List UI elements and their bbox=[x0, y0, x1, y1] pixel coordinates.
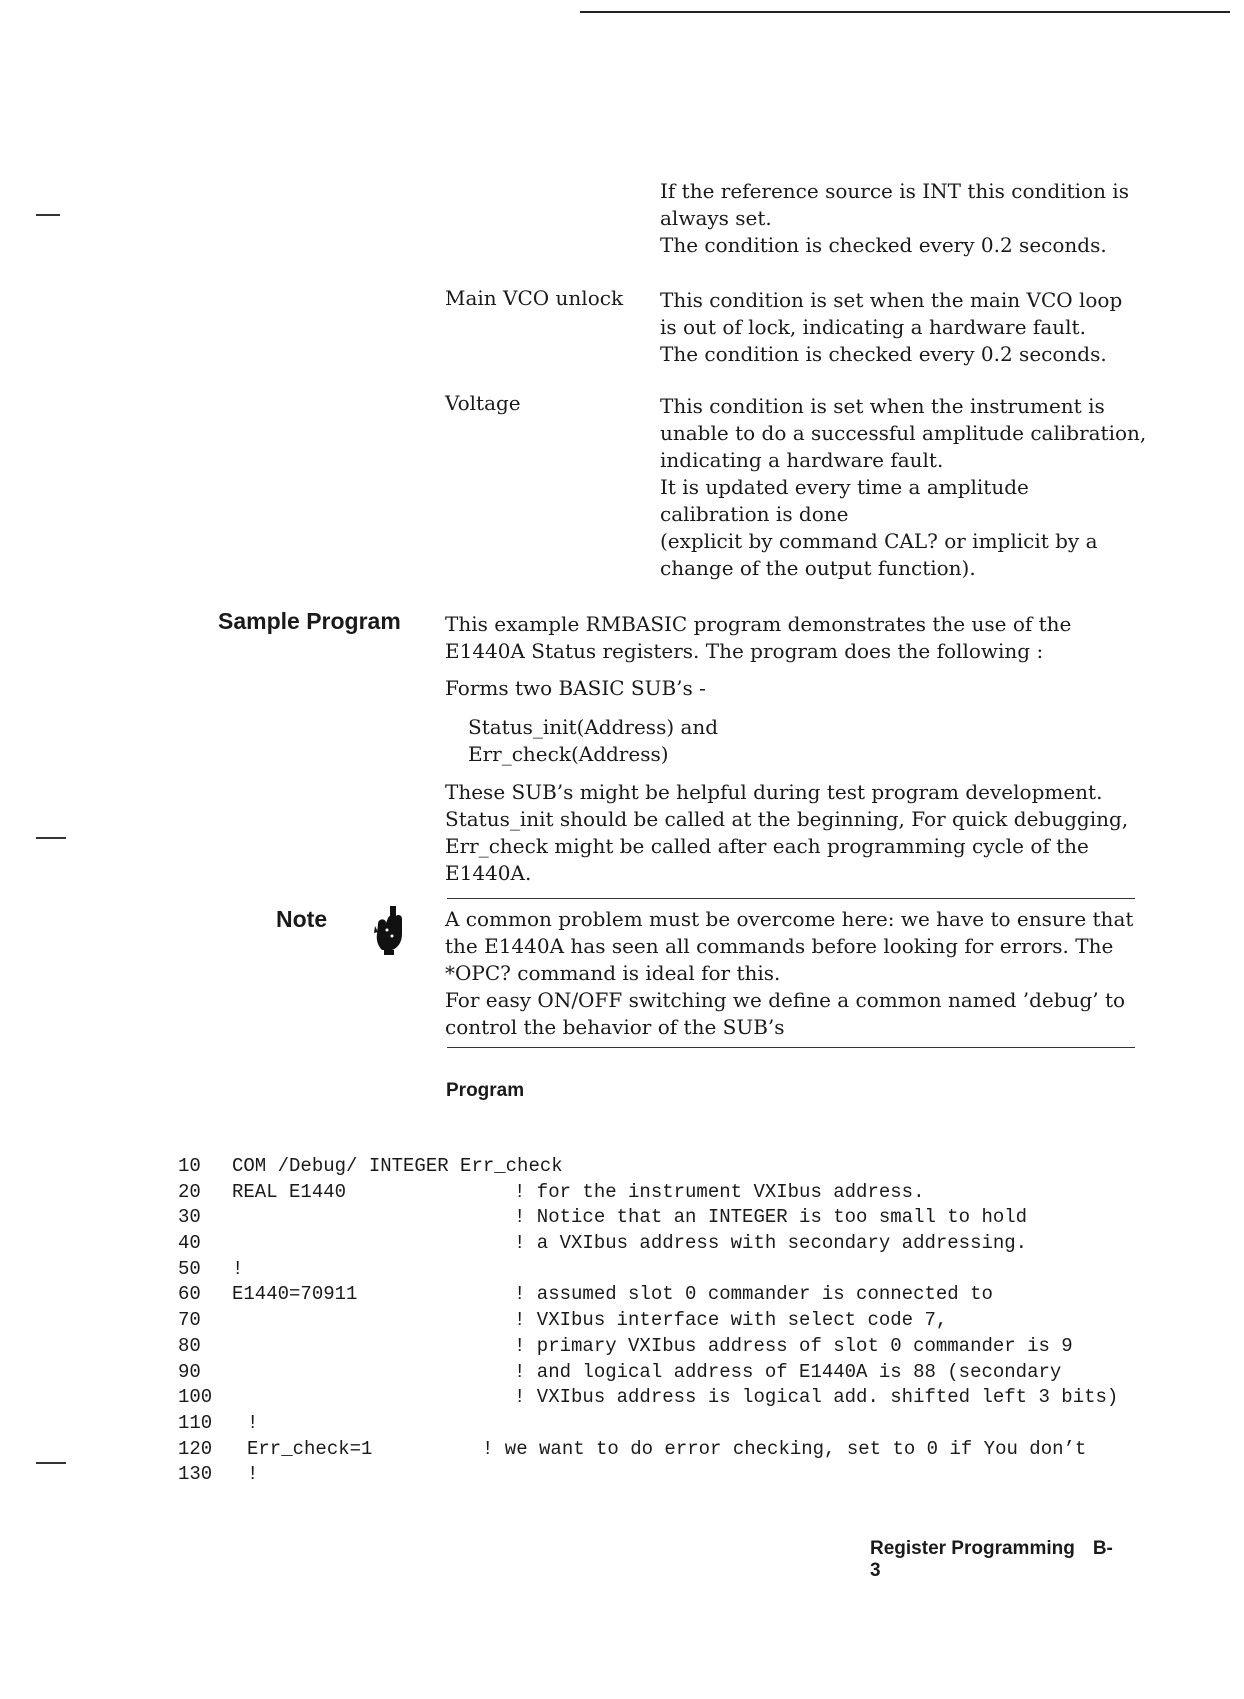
line-number: 130 bbox=[178, 1463, 213, 1486]
top-rule bbox=[580, 11, 1230, 13]
line-number: 50 bbox=[178, 1257, 201, 1280]
line-number: 90 bbox=[178, 1360, 201, 1383]
line-number: 80 bbox=[178, 1334, 201, 1357]
comment: ! and logical address of E1440A is 88 (secondary bbox=[514, 1360, 1062, 1383]
code-line bbox=[0, 1154, 1244, 1180]
line-number: 100 bbox=[178, 1386, 213, 1409]
condition-description: If the reference source is INT this condition is always set. The condition is checked every 0.2 seconds. bbox=[660, 179, 1129, 257]
code-line bbox=[0, 1282, 1244, 1308]
line-number: 70 bbox=[178, 1309, 201, 1332]
code-line bbox=[0, 1437, 1244, 1463]
line-number: 40 bbox=[178, 1232, 201, 1255]
statement: Err_check=1 bbox=[247, 1437, 373, 1460]
statement: REAL E1440 bbox=[232, 1180, 347, 1203]
condition-description: This condition is set when the instrument is unable to do a successful amplitude calibration, indicating a hardware fault. It is updated every time a amplitude calibration is done (explicit by command CAL? or implicit by a change of the output function). bbox=[660, 394, 1147, 580]
code-line bbox=[0, 1205, 1244, 1231]
program-heading: Program bbox=[446, 1080, 525, 1101]
line-number: 120 bbox=[178, 1437, 213, 1460]
line-number: 60 bbox=[178, 1283, 201, 1306]
comment: ! we want to do error checking, set to 0 if You don’t bbox=[482, 1437, 1087, 1460]
code-line bbox=[0, 1462, 1244, 1488]
note-text: A common problem must be overcome here: we have to ensure that the E1440A has seen all commands before looking for errors. The *OPC? command is ideal for this. For easy ON/OFF switching we define a common named ’debug’ to control the behavior of the SUB’s bbox=[445, 907, 1134, 1039]
section-heading: Sample Program bbox=[218, 608, 401, 634]
condition-description: This condition is set when the main VCO loop is out of lock, indicating a hardware fault. The condition is checked every 0.2 seconds. bbox=[660, 288, 1123, 366]
line-number: 30 bbox=[178, 1206, 201, 1229]
code-line bbox=[0, 1411, 1244, 1437]
code-line bbox=[0, 1180, 1244, 1206]
statement: E1440=70911 bbox=[232, 1283, 358, 1306]
pointing-hand-icon bbox=[372, 906, 406, 960]
sub-list: Status_init(Address) and Err_check(Address) bbox=[468, 715, 719, 766]
comment: ! assumed slot 0 commander is connected to bbox=[514, 1283, 993, 1306]
comment: ! for the instrument VXIbus address. bbox=[514, 1180, 925, 1203]
comment: ! VXIbus address is logical add. shifted left 3 bits) bbox=[514, 1386, 1119, 1409]
sample-forms: Forms two BASIC SUB’s - bbox=[445, 676, 706, 700]
statement: COM /Debug/ INTEGER Err_check bbox=[232, 1155, 563, 1177]
statement: ! bbox=[232, 1257, 244, 1280]
program-listing bbox=[0, 1154, 1244, 1488]
line-number: 10 bbox=[178, 1155, 201, 1177]
note-label: Note bbox=[276, 906, 328, 932]
code-line bbox=[0, 1308, 1244, 1334]
code-line bbox=[0, 1257, 1244, 1283]
note-rule-bottom bbox=[447, 1047, 1135, 1048]
page-footer bbox=[870, 1538, 1140, 1582]
line-number: 20 bbox=[178, 1180, 201, 1203]
code-line bbox=[0, 1385, 1244, 1411]
code-line bbox=[0, 1360, 1244, 1386]
comment: ! a VXIbus address with secondary addressing. bbox=[514, 1232, 1028, 1255]
edge-mark bbox=[36, 837, 66, 839]
comment: ! primary VXIbus address of slot 0 commander is 9 bbox=[514, 1334, 1073, 1357]
condition-name: Voltage bbox=[445, 391, 521, 415]
footer-section: Register Programming bbox=[870, 1538, 1075, 1559]
page-number: B-3 bbox=[870, 1538, 1113, 1581]
line-number: 110 bbox=[178, 1411, 213, 1434]
note-rule-top bbox=[447, 898, 1135, 899]
condition-name: Main VCO unlock bbox=[445, 286, 624, 310]
statement: ! bbox=[247, 1411, 259, 1434]
sample-intro: This example RMBASIC program demonstrates the use of the E1440A Status registers. The program does the following : bbox=[445, 612, 1072, 663]
sample-body: These SUB’s might be helpful during test program development. Status_init should be called at the beginning, For quick debugging, Err_check might be called after each programming cycle of the E1440A. bbox=[445, 780, 1129, 885]
code-line bbox=[0, 1334, 1244, 1360]
comment: ! Notice that an INTEGER is too small to hold bbox=[514, 1206, 1028, 1229]
comment: ! VXIbus interface with select code 7, bbox=[514, 1309, 948, 1332]
edge-mark bbox=[36, 214, 60, 216]
code-line bbox=[0, 1231, 1244, 1257]
statement: ! bbox=[247, 1463, 259, 1486]
